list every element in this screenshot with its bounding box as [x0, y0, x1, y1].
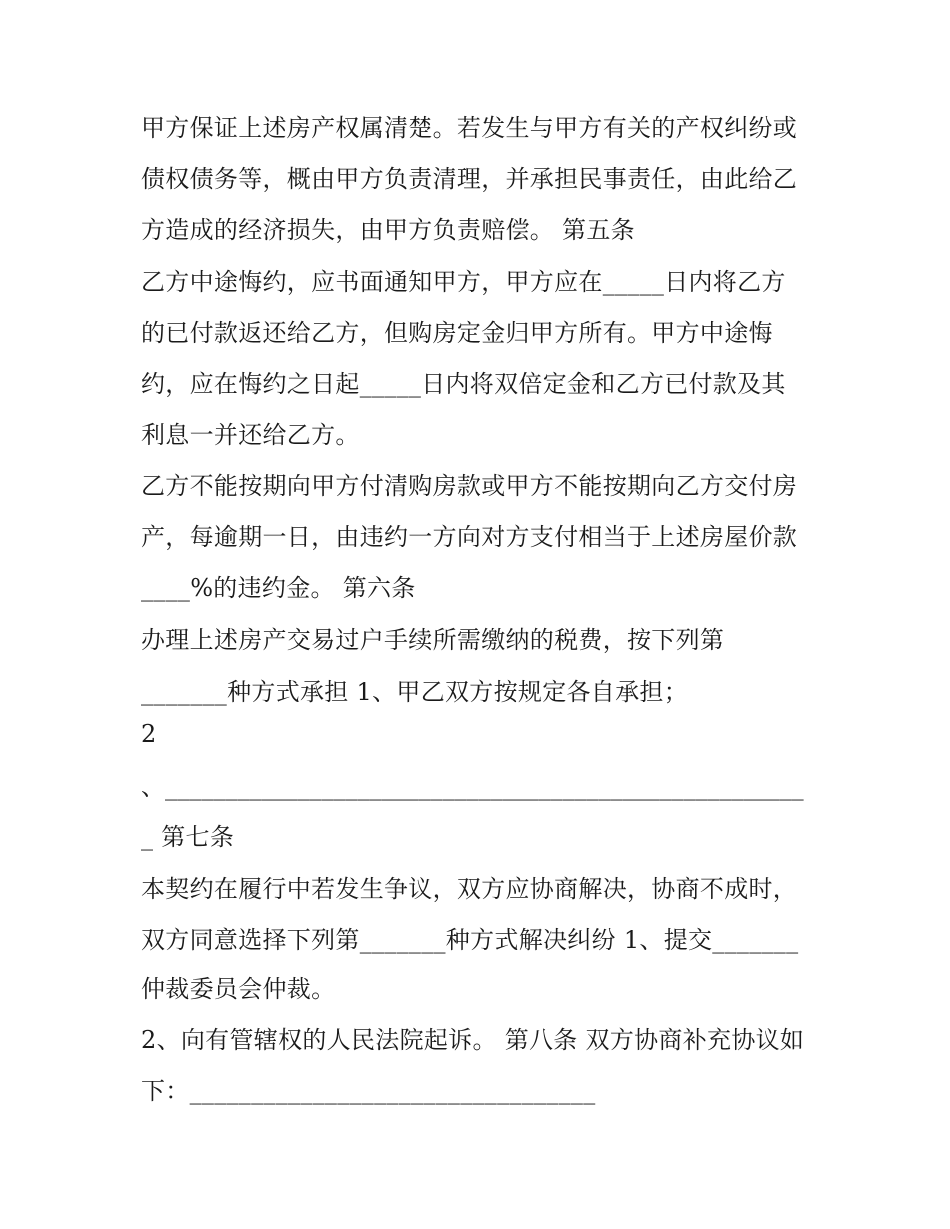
text-line: 2、向有管辖权的人民法院起诉。 第八条 双方协商补充协议如	[141, 1026, 805, 1054]
text-line: 乙方中途悔约，应书面通知甲方，甲方应在_____日内将乙方	[141, 268, 786, 296]
text-line: _ 第七条	[141, 823, 235, 851]
text-line: 办理上述房产交易过户手续所需缴纳的税费，按下列第	[141, 626, 725, 654]
text-line: 下：_________________________________	[141, 1077, 596, 1105]
text-line: 约，应在悔约之日起_____日内将双倍定金和乙方已付款及其	[141, 370, 786, 398]
text-line: _______种方式承担 1、甲乙双方按规定各自承担；	[141, 678, 688, 706]
text-line: 2	[141, 720, 157, 748]
text-line: 乙方不能按期向甲方付清购房款或甲方不能按期向乙方交付房	[141, 472, 798, 500]
text-line: 、_____________________________________________________	[141, 773, 804, 801]
text-line: 利息一并还给乙方。	[141, 421, 360, 449]
text-line: ____%的违约金。 第六条	[141, 574, 416, 602]
text-line: 仲裁委员会仲裁。	[141, 975, 336, 1003]
text-line: 债权债务等，概由甲方负责清理，并承担民事责任，由此给乙	[141, 165, 798, 193]
text-line: 方造成的经济损失，由甲方负责赔偿。 第五条	[141, 216, 635, 244]
text-line: 本契约在履行中若发生争议，双方应协商解决，协商不成时，	[141, 875, 798, 903]
text-line: 产，每逾期一日，由违约一方向对方支付相当于上述房屋价款	[141, 523, 798, 551]
text-line: 甲方保证上述房产权属清楚。若发生与甲方有关的产权纠纷或	[141, 114, 798, 142]
text-line: 的已付款返还给乙方，但购房定金归甲方所有。甲方中途悔	[141, 319, 773, 347]
text-line: 双方同意选择下列第_______种方式解决纠纷 1、提交_______	[141, 926, 799, 954]
